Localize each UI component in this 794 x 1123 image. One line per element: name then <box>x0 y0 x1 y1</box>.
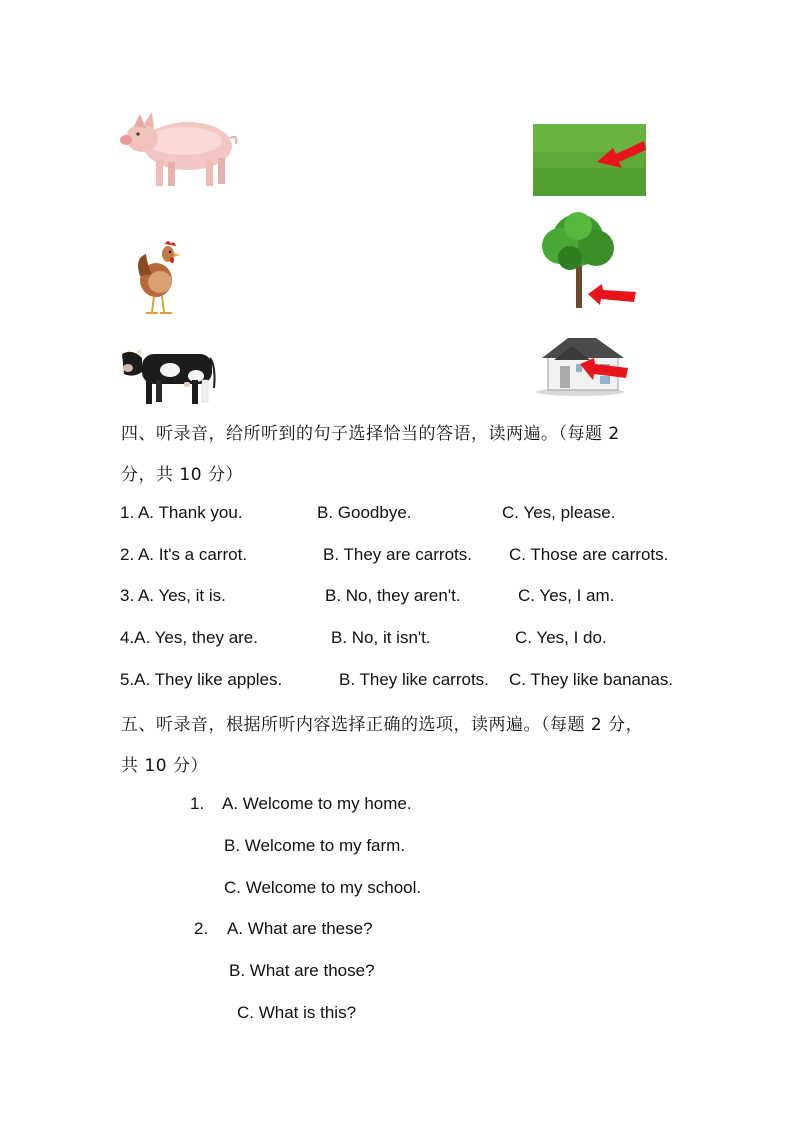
q3-option-c: C. Yes, I am. <box>518 586 615 605</box>
q5-option-b: B. They like carrots. <box>339 670 489 689</box>
s5-q2-option-b: B. What are those? <box>229 961 375 980</box>
q3-option-a: 3. A. Yes, it is. <box>120 586 226 605</box>
grass-icon <box>533 124 646 196</box>
s5-q2-number: 2. <box>194 919 209 938</box>
house-icon <box>534 334 632 396</box>
q5-option-c: C. They like bananas. <box>509 670 674 689</box>
q2-option-b: B. They are carrots. <box>323 545 472 564</box>
q2-option-a: 2. A. It's a carrot. <box>120 545 248 564</box>
pig-icon <box>120 108 242 192</box>
q2-option-c: C. Those are carrots. <box>509 545 669 564</box>
tree-icon <box>534 210 638 310</box>
s5-q1-number: 1. <box>190 794 205 813</box>
q1-option-a: 1. A. Thank you. <box>120 503 243 522</box>
s5-q1-option-c: C. Welcome to my school. <box>224 878 422 897</box>
s5-q1-option-a: A. Welcome to my home. <box>222 794 412 813</box>
q4-option-b: B. No, it isn't. <box>331 628 431 647</box>
section4-heading-line2: 分，共 10 分） <box>121 465 243 485</box>
section5-heading-line1: 五、听录音，根据所听内容选择正确的选项，读两遍。（每题 2 分， <box>121 715 644 735</box>
cow-icon <box>120 346 218 408</box>
hen-icon <box>134 236 182 316</box>
q4-option-a: 4.A. Yes, they are. <box>120 628 258 647</box>
section4-heading-line1: 四、听录音，给所听到的句子选择恰当的答语，读两遍。（每题 2 <box>121 424 620 444</box>
q1-option-c: C. Yes, please. <box>502 503 616 522</box>
section5-heading-line2: 共 10 分） <box>121 756 208 776</box>
q4-option-c: C. Yes, I do. <box>515 628 607 647</box>
q5-option-a: 5.A. They like apples. <box>120 670 283 689</box>
q3-option-b: B. No, they aren't. <box>325 586 461 605</box>
s5-q2-option-c: C. What is this? <box>237 1003 357 1022</box>
q1-option-b: B. Goodbye. <box>317 503 412 522</box>
s5-q2-option-a: A. What are these? <box>227 919 373 938</box>
s5-q1-option-b: B. Welcome to my farm. <box>224 836 406 855</box>
